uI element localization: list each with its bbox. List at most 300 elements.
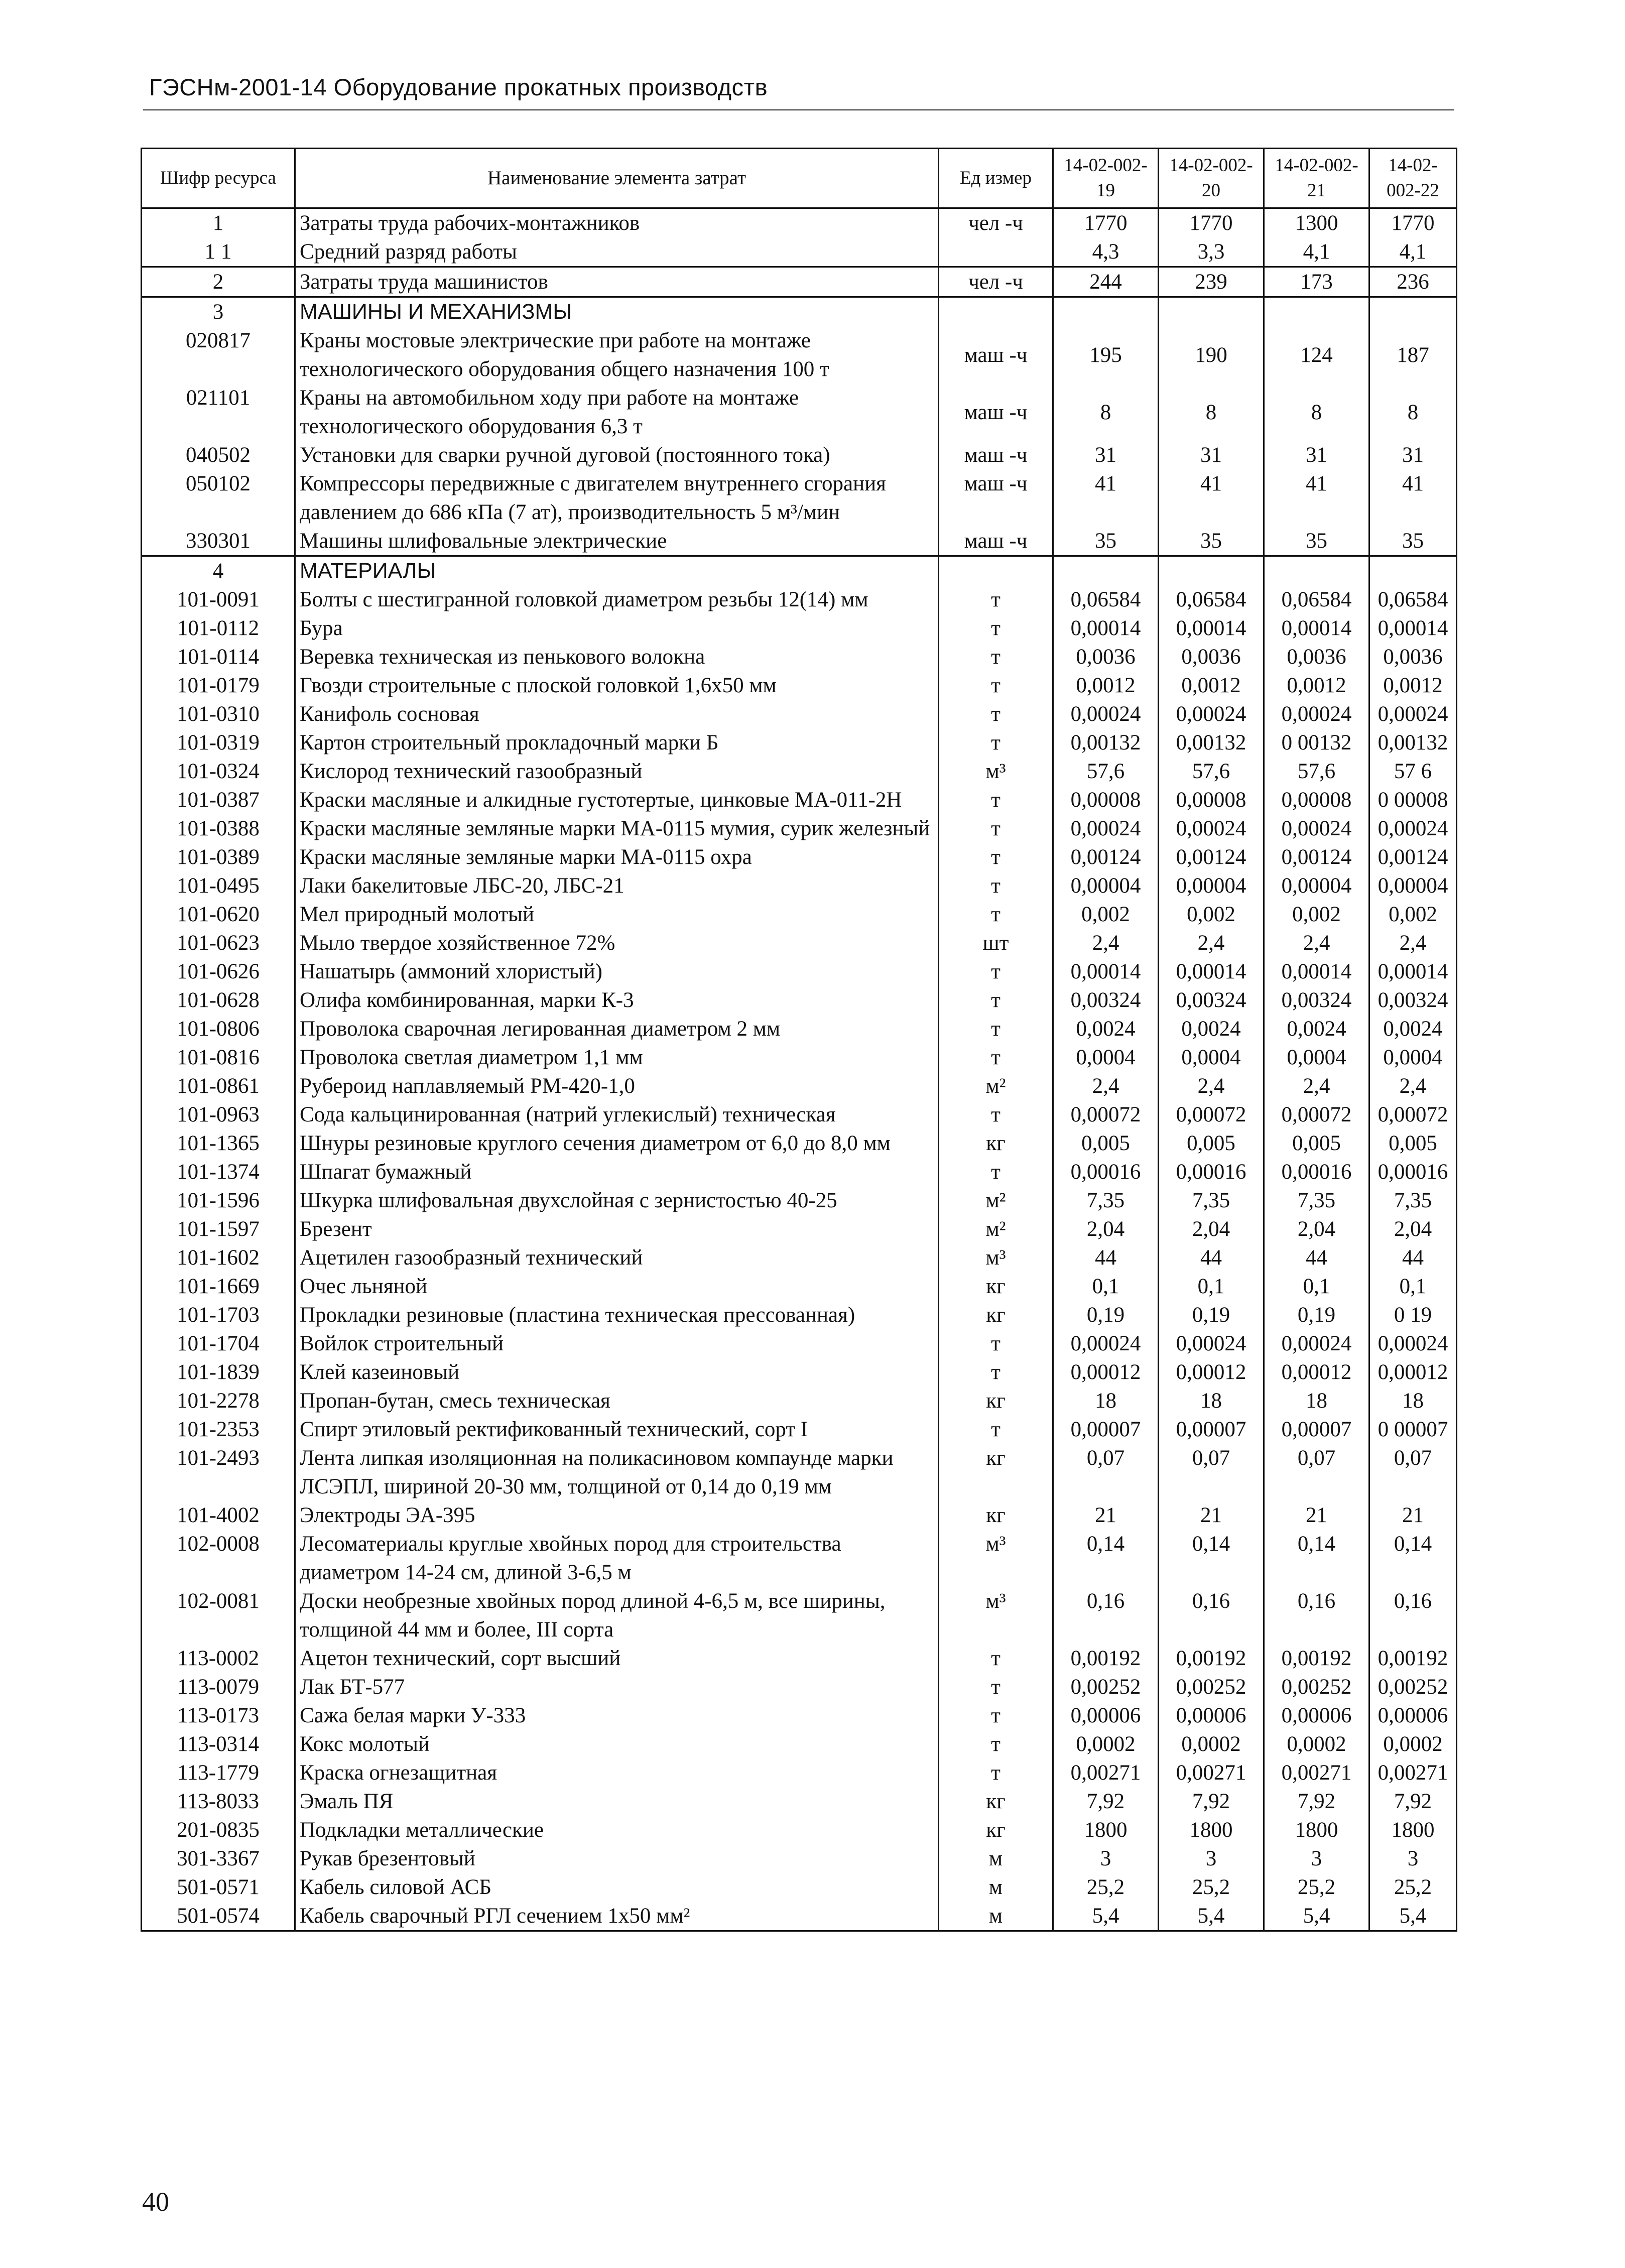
norm-value-cell: 2,4: [1159, 929, 1264, 957]
resource-code-cell: 4: [142, 556, 295, 586]
table-row: [142, 1787, 1457, 1816]
table-row: [142, 469, 1457, 527]
norm-value-cell: 0,00014: [1264, 614, 1369, 643]
norm-value-cell: 0,00252: [1159, 1673, 1264, 1701]
norm-value-cell: 4,1: [1369, 237, 1457, 267]
norm-value-cell: 2,4: [1369, 1072, 1457, 1100]
norm-value-cell: 0,00192: [1053, 1644, 1159, 1673]
norm-value-cell: 0,00024: [1053, 700, 1159, 728]
table-row: [142, 1329, 1457, 1358]
norm-value-cell: 190: [1159, 326, 1264, 384]
norm-value-cell: 0,005: [1369, 1129, 1457, 1158]
page-number: 40: [142, 2187, 169, 2217]
resource-code-cell: 101-1839: [142, 1358, 295, 1387]
norm-value-cell: 0,0004: [1053, 1043, 1159, 1072]
resource-code-cell: 020817: [142, 326, 295, 384]
table-row: [142, 614, 1457, 643]
norm-value-cell: 0,0004: [1159, 1043, 1264, 1072]
norm-value-cell: 7,92: [1053, 1787, 1159, 1816]
norm-value-cell: 41: [1159, 469, 1264, 527]
unit-cell: маш -ч: [939, 384, 1053, 441]
resource-code-cell: 101-1704: [142, 1329, 295, 1358]
norm-value-cell: 7,92: [1159, 1787, 1264, 1816]
resource-name-cell: Лента липкая изоляционная на поликасиновом компаунде марки ЛСЭПЛ, шириной 20-30 мм, толщиной от 0,14 до 0,19 мм: [295, 1444, 939, 1501]
norm-value-cell: 44: [1369, 1243, 1457, 1272]
resource-code-cell: 1: [142, 208, 295, 238]
resource-name-cell: Ацетон технический, сорт высший: [295, 1644, 939, 1673]
unit-cell: кг: [939, 1301, 1053, 1329]
norm-value-cell: 0,00004: [1053, 871, 1159, 900]
norm-value-cell: 0,002: [1053, 900, 1159, 929]
norm-value-cell: 0,00192: [1159, 1644, 1264, 1673]
norm-value-cell: 18: [1159, 1387, 1264, 1415]
table-row: [142, 843, 1457, 871]
resource-name-cell: Олифа комбинированная, марки К-3: [295, 986, 939, 1015]
norm-value-cell: 2,04: [1369, 1215, 1457, 1243]
norm-value-cell: 0,00132: [1053, 728, 1159, 757]
norm-value-cell: 0,00004: [1264, 871, 1369, 900]
resource-name-cell: Болты с шестигранной головкой диаметром резьбы 12(14) мм: [295, 585, 939, 614]
norm-value-cell: 21: [1264, 1501, 1369, 1530]
norm-value-cell: 0,00124: [1369, 843, 1457, 871]
resource-code-cell: 101-1602: [142, 1243, 295, 1272]
norm-value-cell: 0,0004: [1264, 1043, 1369, 1072]
table-body: [142, 208, 1457, 1931]
table-row: [142, 1301, 1457, 1329]
norm-value-cell: 0,0024: [1264, 1015, 1369, 1043]
unit-cell: кг: [939, 1787, 1053, 1816]
unit-cell: т: [939, 1701, 1053, 1730]
norm-value-cell: 0,00014: [1369, 957, 1457, 986]
section-title-cell: МАТЕРИАЛЫ: [295, 556, 939, 586]
resource-name-cell: Лак БТ-577: [295, 1673, 939, 1701]
table-row: [142, 1387, 1457, 1415]
norm-value-cell: 0,00271: [1053, 1758, 1159, 1787]
norm-value-cell: 0,005: [1159, 1129, 1264, 1158]
norm-value-cell: 21: [1053, 1501, 1159, 1530]
resource-name-cell: Рубероид наплавляемый РМ-420-1,0: [295, 1072, 939, 1100]
norm-value-cell: 0,0002: [1053, 1730, 1159, 1758]
resource-name-cell: Машины шлифовальные электрические: [295, 527, 939, 556]
norm-value-cell: 0,00024: [1159, 700, 1264, 728]
norm-value-cell: 7,35: [1369, 1186, 1457, 1215]
norm-value-cell: 5,4: [1264, 1902, 1369, 1931]
resource-code-cell: 101-0626: [142, 957, 295, 986]
table-row: [142, 814, 1457, 843]
norm-value-cell: 35: [1369, 527, 1457, 556]
unit-cell: т: [939, 1043, 1053, 1072]
norm-value-cell: 236: [1369, 267, 1457, 297]
norm-value-cell: 3,3: [1159, 237, 1264, 267]
norm-value-cell: 0,00016: [1264, 1158, 1369, 1186]
resource-name-cell: Рукав брезентовый: [295, 1844, 939, 1873]
unit-cell: т: [939, 1158, 1053, 1186]
norm-value-cell: 0,00324: [1369, 986, 1457, 1015]
unit-cell: м²: [939, 1072, 1053, 1100]
unit-cell: м²: [939, 1215, 1053, 1243]
norm-value-cell: 0 00008: [1369, 786, 1457, 814]
norm-value-cell: 0,00007: [1159, 1415, 1264, 1444]
norm-value-cell: 0,14: [1159, 1530, 1264, 1587]
norm-value-cell: 0,00016: [1369, 1158, 1457, 1186]
resource-code-cell: 101-0389: [142, 843, 295, 871]
norm-value-cell: 173: [1264, 267, 1369, 297]
table-row: [142, 1501, 1457, 1530]
unit-cell: чел -ч: [939, 208, 1053, 238]
norm-value-cell: 2,4: [1369, 929, 1457, 957]
unit-cell: кг: [939, 1387, 1053, 1415]
norm-value-cell: 0,00072: [1159, 1100, 1264, 1129]
section-title-cell: МАШИНЫ И МЕХАНИЗМЫ: [295, 297, 939, 327]
norm-value-cell: 195: [1053, 326, 1159, 384]
norm-value-cell: 0,14: [1053, 1530, 1159, 1587]
unit-cell: м³: [939, 757, 1053, 786]
column-header-unit: Ед измер: [939, 149, 1053, 208]
norm-value-cell: 0 00007: [1369, 1415, 1457, 1444]
resource-name-cell: Прокладки резиновые (пластина техническая прессованная): [295, 1301, 939, 1329]
norm-value-cell: 5,4: [1369, 1902, 1457, 1931]
resource-code-cell: 2: [142, 267, 295, 297]
unit-cell: м³: [939, 1243, 1053, 1272]
resource-code-cell: 101-4002: [142, 1501, 295, 1530]
unit-cell: т: [939, 957, 1053, 986]
table-row: [142, 1272, 1457, 1301]
norm-value-cell: 1770: [1053, 208, 1159, 238]
norm-value-cell: 0,00072: [1369, 1100, 1457, 1129]
resource-code-cell: 101-0806: [142, 1015, 295, 1043]
norm-value-cell: 0,19: [1264, 1301, 1369, 1329]
table-row: [142, 1587, 1457, 1644]
unit-cell: [939, 237, 1053, 267]
table-row: [142, 1100, 1457, 1129]
unit-cell: маш -ч: [939, 441, 1053, 469]
unit-cell: м: [939, 1844, 1053, 1873]
resource-code-cell: 101-1374: [142, 1158, 295, 1186]
unit-cell: т: [939, 1644, 1053, 1673]
norm-value-cell: 0,1: [1159, 1272, 1264, 1301]
unit-cell: м³: [939, 1530, 1053, 1587]
unit-cell: т: [939, 643, 1053, 671]
resource-code-cell: 101-2493: [142, 1444, 295, 1501]
unit-cell: т: [939, 1415, 1053, 1444]
norm-value-cell: 41: [1369, 469, 1457, 527]
norm-value-cell: 0,00008: [1053, 786, 1159, 814]
resource-code-cell: 101-1669: [142, 1272, 295, 1301]
norm-value-cell: 18: [1053, 1387, 1159, 1415]
resource-name-cell: Шкурка шлифовальная двухслойная с зернистостью 40-25: [295, 1186, 939, 1215]
norm-value-cell: 0,0012: [1053, 671, 1159, 700]
table-row: [142, 267, 1457, 297]
resource-code-cell: 113-0002: [142, 1644, 295, 1673]
resource-code-cell: 101-1703: [142, 1301, 295, 1329]
norm-value-cell: 0,00014: [1159, 614, 1264, 643]
unit-cell: кг: [939, 1444, 1053, 1501]
resource-name-cell: Краски масляные и алкидные густотертые, цинковые МА-011-2Н: [295, 786, 939, 814]
norm-value-cell: 44: [1159, 1243, 1264, 1272]
table-row: [142, 1243, 1457, 1272]
norm-value-cell: 41: [1264, 469, 1369, 527]
norm-value-cell: 5,4: [1159, 1902, 1264, 1931]
norm-value-cell: 0,00004: [1369, 871, 1457, 900]
resource-name-cell: Подкладки металлические: [295, 1816, 939, 1844]
norm-value-cell: 0,19: [1159, 1301, 1264, 1329]
unit-cell: маш -ч: [939, 469, 1053, 527]
unit-cell: т: [939, 1758, 1053, 1787]
resource-code-cell: 101-1597: [142, 1215, 295, 1243]
norm-value-cell: 0,06584: [1159, 585, 1264, 614]
resource-code-cell: 501-0574: [142, 1902, 295, 1931]
table-row: [142, 527, 1457, 556]
norm-value-cell: 25,2: [1369, 1873, 1457, 1902]
resource-name-cell: Кабель силовой АСБ: [295, 1873, 939, 1902]
table-row: [142, 757, 1457, 786]
norm-value-cell: 2,04: [1159, 1215, 1264, 1243]
norm-value-cell: 0,00324: [1159, 986, 1264, 1015]
norm-value-cell: 0,14: [1369, 1530, 1457, 1587]
norm-value-cell: 0 19: [1369, 1301, 1457, 1329]
norm-value-cell: 31: [1369, 441, 1457, 469]
norm-value-cell: 2,4: [1053, 929, 1159, 957]
resource-name-cell: Картон строительный прокладочный марки Б: [295, 728, 939, 757]
norm-value-cell: 4,1: [1264, 237, 1369, 267]
unit-cell: т: [939, 1015, 1053, 1043]
unit-cell: кг: [939, 1816, 1053, 1844]
norm-value-cell: 0,14: [1264, 1530, 1369, 1587]
norm-value-cell: 0,0024: [1053, 1015, 1159, 1043]
norm-value-cell: 0,00024: [1369, 1329, 1457, 1358]
norm-value-cell: 5,4: [1053, 1902, 1159, 1931]
norm-value-cell: 0,00014: [1053, 957, 1159, 986]
norm-value-cell: 239: [1159, 267, 1264, 297]
norm-value-cell: 0,06584: [1053, 585, 1159, 614]
norm-value-cell: 2,04: [1053, 1215, 1159, 1243]
resource-name-cell: Электроды ЭА-395: [295, 1501, 939, 1530]
norm-value-cell: [1264, 556, 1369, 586]
resource-code-cell: 101-0963: [142, 1100, 295, 1129]
resource-code-cell: 113-0173: [142, 1701, 295, 1730]
resource-code-cell: 101-0319: [142, 728, 295, 757]
norm-value-cell: 0,00324: [1264, 986, 1369, 1015]
resource-name-cell: Установки для сварки ручной дуговой (постоянного тока): [295, 441, 939, 469]
norm-value-cell: 8: [1053, 384, 1159, 441]
resource-code-cell: 113-0314: [142, 1730, 295, 1758]
table-row: [142, 1730, 1457, 1758]
norm-value-cell: 0,00012: [1264, 1358, 1369, 1387]
norm-value-cell: 35: [1264, 527, 1369, 556]
norm-value-cell: 124: [1264, 326, 1369, 384]
norm-value-cell: 31: [1159, 441, 1264, 469]
norm-value-cell: 0,00012: [1053, 1358, 1159, 1387]
resource-name-cell: Доски необрезные хвойных пород длиной 4-6,5 м, все ширины, толщиной 44 мм и более, III сорта: [295, 1587, 939, 1644]
norm-value-cell: 0,0036: [1264, 643, 1369, 671]
norm-value-cell: 3: [1159, 1844, 1264, 1873]
norm-value-cell: 0,0024: [1159, 1015, 1264, 1043]
unit-cell: т: [939, 1673, 1053, 1701]
unit-cell: м: [939, 1873, 1053, 1902]
unit-cell: кг: [939, 1129, 1053, 1158]
norm-value-cell: 57,6: [1264, 757, 1369, 786]
norm-value-cell: 2,04: [1264, 1215, 1369, 1243]
table-row: [142, 1844, 1457, 1873]
unit-cell: м³: [939, 1587, 1053, 1644]
unit-cell: т: [939, 843, 1053, 871]
resource-name-cell: Кокс молотый: [295, 1730, 939, 1758]
table-row: [142, 871, 1457, 900]
norm-value-cell: 0,00124: [1264, 843, 1369, 871]
resource-code-cell: 101-1365: [142, 1129, 295, 1158]
norm-value-cell: 18: [1264, 1387, 1369, 1415]
norm-value-cell: 0,1: [1053, 1272, 1159, 1301]
norm-value-cell: 1800: [1264, 1816, 1369, 1844]
resource-name-cell: Кислород технический газообразный: [295, 757, 939, 786]
resource-code-cell: 101-0861: [142, 1072, 295, 1100]
resource-code-cell: 101-0495: [142, 871, 295, 900]
norm-value-cell: 0,16: [1053, 1587, 1159, 1644]
unit-cell: шт: [939, 929, 1053, 957]
table-row: [142, 1701, 1457, 1730]
table-header-row: [142, 149, 1457, 208]
unit-cell: кг: [939, 1501, 1053, 1530]
norm-value-cell: 0,06584: [1264, 585, 1369, 614]
norm-value-cell: 1800: [1159, 1816, 1264, 1844]
norm-value-cell: 21: [1159, 1501, 1264, 1530]
unit-cell: м²: [939, 1186, 1053, 1215]
norm-value-cell: 0,00124: [1053, 843, 1159, 871]
table-row: [142, 1129, 1457, 1158]
resource-name-cell: Кабель сварочный РГЛ сечением 1x50 мм²: [295, 1902, 939, 1931]
norm-value-cell: 0,00012: [1159, 1358, 1264, 1387]
norm-value-cell: 0,00008: [1159, 786, 1264, 814]
table-row: [142, 1902, 1457, 1931]
table-row: [142, 671, 1457, 700]
table-row: [142, 1158, 1457, 1186]
resource-name-cell: Лаки бакелитовые ЛБС-20, ЛБС-21: [295, 871, 939, 900]
norm-value-cell: [1369, 297, 1457, 327]
norm-value-cell: 41: [1053, 469, 1159, 527]
norm-value-cell: 244: [1053, 267, 1159, 297]
resource-name-cell: Проволока светлая диаметром 1,1 мм: [295, 1043, 939, 1072]
norm-value-cell: 0,00271: [1159, 1758, 1264, 1787]
resource-name-cell: Веревка техническая из пенькового волокна: [295, 643, 939, 671]
norm-value-cell: 57,6: [1159, 757, 1264, 786]
norm-value-cell: 0,00192: [1264, 1644, 1369, 1673]
resource-name-cell: Краски масляные земляные марки МА-0115 охра: [295, 843, 939, 871]
table-row: [142, 1873, 1457, 1902]
resource-name-cell: Затраты труда рабочих-монтажников: [295, 208, 939, 238]
resource-code-cell: 330301: [142, 527, 295, 556]
table-row: [142, 957, 1457, 986]
table-row: [142, 1644, 1457, 1673]
column-header-norm-21: 14-02-002-21: [1264, 149, 1369, 208]
column-header-norm-19: 14-02-002-19: [1053, 149, 1159, 208]
norm-value-cell: 0,1: [1264, 1272, 1369, 1301]
norm-value-cell: 31: [1053, 441, 1159, 469]
table-row: [142, 1673, 1457, 1701]
column-header-code: Шифр ресурса: [142, 149, 295, 208]
norm-value-cell: 0,00024: [1264, 814, 1369, 843]
norm-value-cell: 0,00016: [1159, 1158, 1264, 1186]
resource-code-cell: 101-0112: [142, 614, 295, 643]
resource-name-cell: Мыло твердое хозяйственное 72%: [295, 929, 939, 957]
table-row: [142, 208, 1457, 238]
norm-value-cell: 31: [1264, 441, 1369, 469]
norm-value-cell: 4,3: [1053, 237, 1159, 267]
table-row: [142, 700, 1457, 728]
norm-value-cell: 0,005: [1264, 1129, 1369, 1158]
norm-value-cell: 0,00006: [1053, 1701, 1159, 1730]
unit-cell: т: [939, 871, 1053, 900]
resource-code-cell: 050102: [142, 469, 295, 527]
norm-value-cell: 0,00024: [1159, 1329, 1264, 1358]
table-row: [142, 643, 1457, 671]
norm-value-cell: 0,00012: [1369, 1358, 1457, 1387]
norm-value-cell: 0,00016: [1053, 1158, 1159, 1186]
norm-value-cell: 0,00192: [1369, 1644, 1457, 1673]
resource-name-cell: Средний разряд работы: [295, 237, 939, 267]
table-row: [142, 1072, 1457, 1100]
resource-name-cell: Спирт этиловый ректификованный технический, сорт I: [295, 1415, 939, 1444]
resource-name-cell: Шнуры резиновые круглого сечения диаметром от 6,0 до 8,0 мм: [295, 1129, 939, 1158]
unit-cell: [939, 556, 1053, 586]
column-header-norm-22: 14-02-002-22: [1369, 149, 1457, 208]
norm-value-cell: 2,4: [1264, 929, 1369, 957]
norm-value-cell: 3: [1264, 1844, 1369, 1873]
norm-value-cell: 21: [1369, 1501, 1457, 1530]
table-row: [142, 384, 1457, 441]
resource-code-cell: 101-0387: [142, 786, 295, 814]
norm-value-cell: 18: [1369, 1387, 1457, 1415]
norm-value-cell: 44: [1264, 1243, 1369, 1272]
resource-code-cell: 101-1596: [142, 1186, 295, 1215]
resource-name-cell: Эмаль ПЯ: [295, 1787, 939, 1816]
norm-value-cell: 7,35: [1053, 1186, 1159, 1215]
norm-value-cell: 0,00252: [1369, 1673, 1457, 1701]
norm-value-cell: 8: [1369, 384, 1457, 441]
table-row: [142, 728, 1457, 757]
unit-cell: т: [939, 1329, 1053, 1358]
resource-code-cell: 021101: [142, 384, 295, 441]
resource-name-cell: Клей казеиновый: [295, 1358, 939, 1387]
unit-cell: маш -ч: [939, 527, 1053, 556]
norm-value-cell: 0,002: [1264, 900, 1369, 929]
resource-name-cell: Сажа белая марки У-333: [295, 1701, 939, 1730]
norm-value-cell: 0,00271: [1369, 1758, 1457, 1787]
unit-cell: т: [939, 900, 1053, 929]
resource-name-cell: Нашатырь (аммоний хлористый): [295, 957, 939, 986]
norm-value-cell: 0,16: [1264, 1587, 1369, 1644]
resource-code-cell: 1 1: [142, 237, 295, 267]
unit-cell: т: [939, 1100, 1053, 1129]
unit-cell: кг: [939, 1272, 1053, 1301]
resource-code-cell: 101-0628: [142, 986, 295, 1015]
norm-value-cell: 0,00007: [1264, 1415, 1369, 1444]
resource-name-cell: Проволока сварочная легированная диаметром 2 мм: [295, 1015, 939, 1043]
table-row: [142, 1444, 1457, 1501]
norm-value-cell: [1159, 297, 1264, 327]
resource-code-cell: 101-0114: [142, 643, 295, 671]
table-row: [142, 929, 1457, 957]
norm-value-cell: 0,00024: [1369, 814, 1457, 843]
norm-value-cell: 0,00024: [1159, 814, 1264, 843]
resource-code-cell: 101-0620: [142, 900, 295, 929]
table-row: [142, 237, 1457, 267]
unit-cell: т: [939, 671, 1053, 700]
header-rule: [143, 109, 1454, 110]
norm-value-cell: 0,002: [1159, 900, 1264, 929]
norm-value-cell: 35: [1159, 527, 1264, 556]
table-row: [142, 556, 1457, 586]
resource-name-cell: Мел природный молотый: [295, 900, 939, 929]
